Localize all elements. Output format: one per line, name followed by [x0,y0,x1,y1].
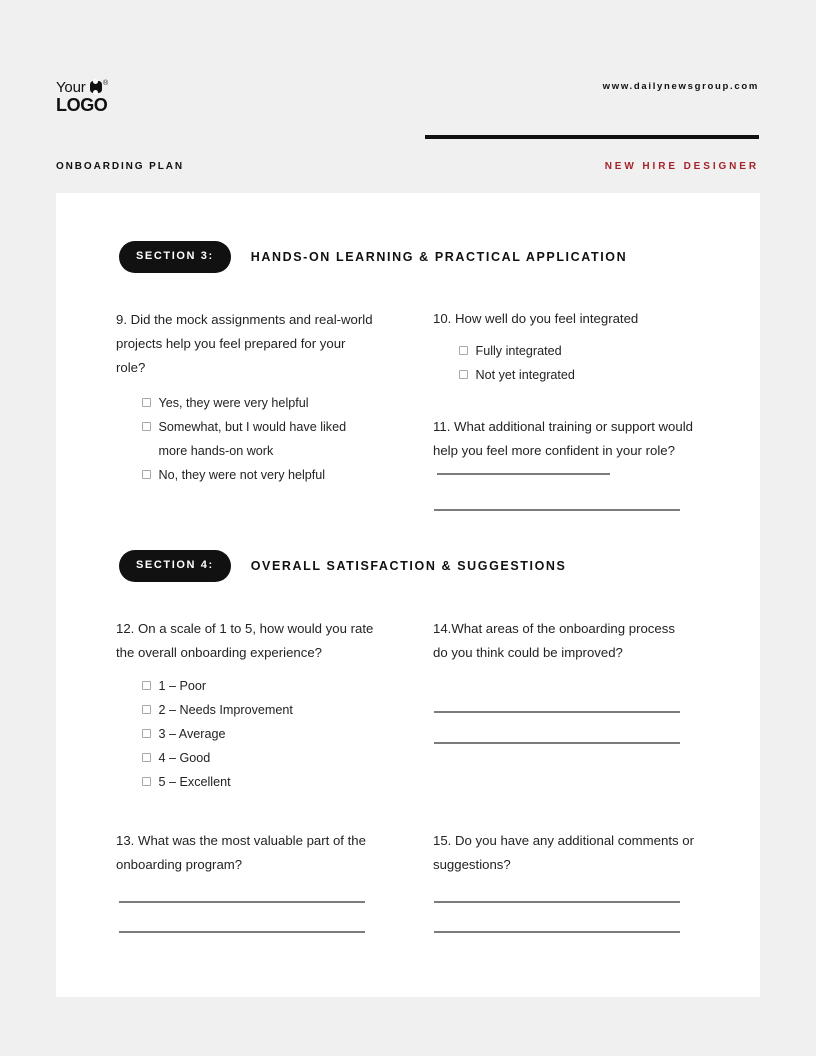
section-4-title: OVERALL SATISFACTION & SUGGESTIONS [250,559,567,573]
logo-logo-text: LOGO [56,95,108,115]
option-label: 1 – Poor [158,679,207,693]
section-4-badge: SECTION 4: [119,550,231,582]
option-row[interactable] [142,674,378,698]
checkbox-icon[interactable] [142,422,151,431]
option-label: Fully integrated [475,344,562,358]
page-header [0,0,816,193]
option-label: 3 – Average [158,727,226,741]
section-3-title: HANDS-ON LEARNING & PRACTICAL APPLICATION [250,250,628,264]
checkbox-icon[interactable] [142,777,151,786]
question-11-prompt: 11. What additional training or support would help you feel more confident in your role? [433,419,693,458]
question-10-options [433,339,695,387]
option-row[interactable] [459,339,695,363]
question-11-block [433,415,701,487]
option-row[interactable] [142,770,378,794]
checkbox-icon[interactable] [142,681,151,690]
option-label: 5 – Excellent [158,775,231,789]
answer-line[interactable] [434,901,680,903]
checkbox-icon[interactable] [459,346,468,355]
registered-trademark-icon: ® [103,79,108,87]
question-10-text: 10. How well do you feel integrated [433,311,639,326]
question-14-block [433,617,683,665]
question-13-text: 13. What was the most valuable part of the onboarding program? [116,833,366,872]
clover-logo-icon [90,81,102,93]
question-15-block [433,829,695,877]
checkbox-icon[interactable] [142,705,151,714]
answer-line[interactable] [434,931,680,933]
question-11-text [433,415,701,487]
header-rule-bar [425,135,759,139]
answer-line[interactable] [119,931,365,933]
logo-your-text: Your [56,78,86,96]
option-row[interactable] [459,363,695,387]
answer-line[interactable] [434,742,680,744]
logo-top-row [56,79,108,95]
section-4-header [119,550,567,582]
question-9-text: 9. Did the mock assignments and real-world projects help you feel prepared for your role? [116,312,373,375]
option-row[interactable] [142,746,378,770]
question-12-text: 12. On a scale of 1 to 5, how would you rate the overall onboarding experience? [116,621,374,660]
question-10-block [433,307,695,387]
checkbox-icon[interactable] [459,370,468,379]
answer-line[interactable] [434,509,680,511]
option-row[interactable] [142,463,378,487]
answer-line[interactable] [119,901,365,903]
section-3-header [119,241,627,273]
document-card [56,193,760,997]
question-14-text: 14.What areas of the onboarding process do you think could be improved? [433,621,675,660]
question-15-text: 15. Do you have any additional comments or suggestions? [433,833,694,872]
option-label: No, they were not very helpful [158,468,326,482]
answer-line[interactable] [434,711,680,713]
section-3-badge: SECTION 3: [119,241,231,273]
option-label: 2 – Needs Improvement [158,703,293,717]
checkbox-icon[interactable] [142,753,151,762]
question-13-block [116,829,378,877]
checkbox-icon[interactable] [142,398,151,407]
question-9-block [116,308,378,487]
option-row[interactable] [142,722,378,746]
question-12-block [116,617,378,794]
question-9-options [116,391,378,487]
brand-logo [56,79,108,114]
option-row[interactable] [142,415,378,463]
checkbox-icon[interactable] [142,729,151,738]
website-url: www.dailynewsgroup.com [602,81,759,92]
question-12-options [116,674,378,794]
document-role-label: NEW HIRE DESIGNER [604,161,759,172]
checkbox-icon[interactable] [142,470,151,479]
option-row[interactable] [142,698,378,722]
option-label: 4 – Good [158,751,211,765]
option-label: Yes, they were very helpful [158,396,309,410]
answer-line-inline[interactable] [437,473,610,475]
option-label: Not yet integrated [475,368,575,382]
option-row[interactable] [142,391,378,415]
document-kicker: ONBOARDING PLAN [56,161,184,172]
option-label: Somewhat, but I would have liked more hands-on work [158,420,347,458]
